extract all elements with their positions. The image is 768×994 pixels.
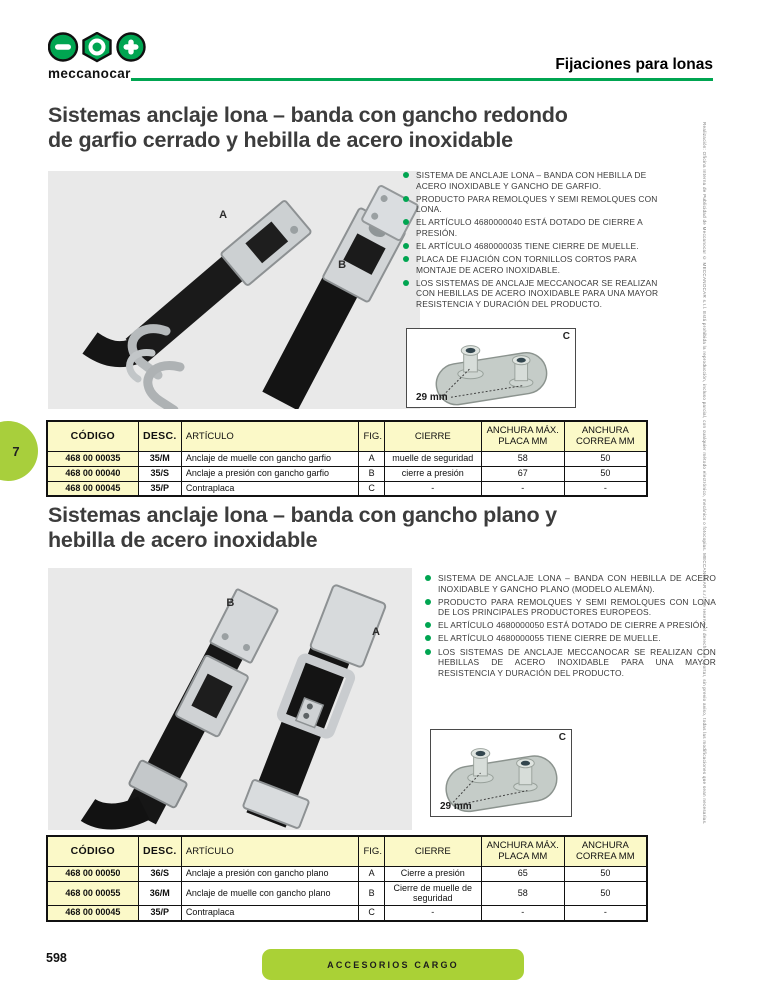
cell-articulo: Contraplaca [181,481,359,496]
inset1-dimension-label: 29 mm [416,392,448,403]
table-row [47,466,647,481]
product-title-1-line1: Sistemas anclaje lona – banda con gancho redondo [48,103,568,127]
cell-anchura-placa: 65 [481,866,564,881]
cell-codigo: 468 00 00050 [47,866,138,881]
cell-fig: C [359,906,384,921]
feature-list-1 [402,170,674,312]
product-photo-1 [48,171,420,409]
chapter-number: 7 [12,443,20,459]
cell-cierre: - [384,481,481,496]
feature-item: SISTEMA DE ANCLAJE LONA – BANDA CON HEBILLA DE ACERO INOXIDABLE Y GANCHO PLANO (MODELO ALEMÁN). [424,573,716,594]
table1-header-anchura-placa: ANCHURA MÁX. PLACA MM [481,421,564,451]
cell-articulo: Contraplaca [181,906,359,921]
cell-desc: 35/P [138,481,181,496]
cell-anchura-correa: 50 [564,466,647,481]
table1-header-fig: FIG. [359,421,384,451]
table2-header-anchura-correa: ANCHURA CORREA MM [564,836,647,866]
table1-header-codigo: CÓDIGO [47,421,138,451]
table2-header-desc: DESC. [138,836,181,866]
page-number: 598 [46,951,67,965]
table-row [47,906,647,921]
cell-desc: 35/S [138,466,181,481]
brand-wordmark: meccanocar [48,66,131,81]
cell-fig: B [359,881,384,906]
category-badge-label: ACCESORIOS CARGO [327,959,459,970]
mounting-plate-inset-2 [430,729,572,817]
chapter-tab [0,421,38,481]
vertical-legal-note: Realización: Oficina Interna de Publicidad de Meccanocar © MECCANOCAR s.r.l. Está prohibida la reproducción, incluso parcial, con cualquier método electrónico, mecánico o fotocopias. MECCANOCAR s.r.l. se reserva el derecho de aportar, sin previo aviso, todas las modificaciones que sean necesarias. [702,122,707,825]
feature-item: EL ARTÍCULO 4680000035 TIENE CIERRE DE MUELLE. [402,241,674,252]
product-table-2 [46,835,648,922]
cell-cierre: muelle de seguridad [384,451,481,466]
feature-item: EL ARTÍCULO 4680000050 ESTÁ DOTADO DE CIERRE A PRESIÓN. [424,620,716,631]
cell-anchura-placa: 58 [481,881,564,906]
cell-codigo: 468 00 00045 [47,906,138,921]
product-title-2 [48,503,688,553]
strap-illustration-1 [48,171,420,409]
cell-desc: 36/S [138,866,181,881]
table-row [47,866,647,881]
photo2-label-b: B [226,596,235,609]
cell-cierre: - [384,906,481,921]
table-row [47,451,647,466]
cell-articulo: Anclaje a presión con gancho plano [181,866,359,881]
cell-desc: 35/P [138,906,181,921]
header-rule [131,78,713,81]
cell-anchura-placa: - [481,906,564,921]
cell-anchura-correa: 50 [564,866,647,881]
feature-item: EL ARTÍCULO 4680000040 ESTÁ DOTADO DE CIERRE A PRESIÓN. [402,217,674,238]
cell-anchura-placa: - [481,481,564,496]
cell-articulo: Anclaje de muelle con gancho plano [181,881,359,906]
product-title-2-line1: Sistemas anclaje lona – banda con gancho plano y [48,503,557,527]
inset2-dimension-label: 29 mm [440,801,472,812]
category-badge [262,949,524,980]
table2-header-codigo: CÓDIGO [47,836,138,866]
cell-codigo: 468 00 00040 [47,466,138,481]
cell-articulo: Anclaje a presión con gancho garfio [181,466,359,481]
table1-header-cierre: CIERRE [384,421,481,451]
feature-item: LOS SISTEMAS DE ANCLAJE MECCANOCAR SE REALIZAN CON HEBILLAS DE ACERO INOXIDABLE PARA UNA MAYOR RESISTENCIA Y DURACIÓN DEL PRODUCTO. [402,278,674,310]
cell-anchura-placa: 67 [481,466,564,481]
cell-codigo: 468 00 00045 [47,481,138,496]
table-row [47,481,647,496]
table1-header-anchura-correa: ANCHURA CORREA MM [564,421,647,451]
table1-header-row [47,421,647,451]
feature-item: EL ARTÍCULO 4680000055 TIENE CIERRE DE MUELLE. [424,633,716,644]
feature-item: PRODUCTO PARA REMOLQUES Y SEMI REMOLQUES CON LONA. [402,194,674,215]
cell-fig: B [359,466,384,481]
table2-header-articulo: ARTÍCULO [181,836,359,866]
inset2-fig-label: C [558,732,566,743]
table2-header-row [47,836,647,866]
product-title-1 [48,103,688,153]
product-table-1 [46,420,648,497]
cell-codigo: 468 00 00035 [47,451,138,466]
feature-item: SISTEMA DE ANCLAJE LONA – BANDA CON HEBILLA DE ACERO INOXIDABLE Y GANCHO DE GARFIO. [402,170,674,191]
feature-item: PRODUCTO PARA REMOLQUES Y SEMI REMOLQUES CON LONA DE LOS PRINCIPALES PRODUCTORES EUROPEOS. [424,597,716,618]
feature-item: PLACA DE FIJACIÓN CON TORNILLOS CORTOS PARA MONTAJE DE ACERO INOXIDABLE. [402,254,674,275]
cell-anchura-correa: - [564,906,647,921]
cell-anchura-correa: 50 [564,881,647,906]
cell-anchura-correa: 50 [564,451,647,466]
table-row [47,881,647,906]
cell-desc: 35/M [138,451,181,466]
table2-header-cierre: CIERRE [384,836,481,866]
cell-desc: 36/M [138,881,181,906]
page-section-title: Fijaciones para lonas [555,56,713,73]
feature-list-2 [424,573,716,681]
photo1-label-a: A [219,209,228,222]
cell-cierre: cierre a presión [384,466,481,481]
cell-codigo: 468 00 00055 [47,881,138,906]
cell-anchura-correa: - [564,481,647,496]
cell-cierre: Cierre a presión [384,866,481,881]
cell-fig: A [359,451,384,466]
product-title-2-line2: hebilla de acero inoxidable [48,528,318,552]
mounting-plate-inset-1 [406,328,576,408]
product-title-1-line2: de garfio cerrado y hebilla de acero inoxidable [48,128,513,152]
cell-anchura-placa: 58 [481,451,564,466]
table1-header-articulo: ARTÍCULO [181,421,359,451]
meccanocar-logo-icon [48,32,148,64]
cell-articulo: Anclaje de muelle con gancho garfio [181,451,359,466]
cell-fig: A [359,866,384,881]
cell-fig: C [359,481,384,496]
inset1-fig-label: C [562,331,570,342]
photo1-label-b: B [338,259,347,272]
table1-header-desc: DESC. [138,421,181,451]
cell-cierre: Cierre de muelle de seguridad [384,881,481,906]
table2-header-fig: FIG. [359,836,384,866]
photo2-label-a: A [371,625,380,638]
table2-header-anchura-placa: ANCHURA MÁX. PLACA MM [481,836,564,866]
feature-item: LOS SISTEMAS DE ANCLAJE MECCANOCAR SE REALIZAN CON HEBILLAS DE ACERO INOXIDABLE PARA UNA MAYOR RESISTENCIA Y DURACIÓN DEL PRODUCTO. [424,647,716,679]
product-photo-2 [48,568,412,830]
